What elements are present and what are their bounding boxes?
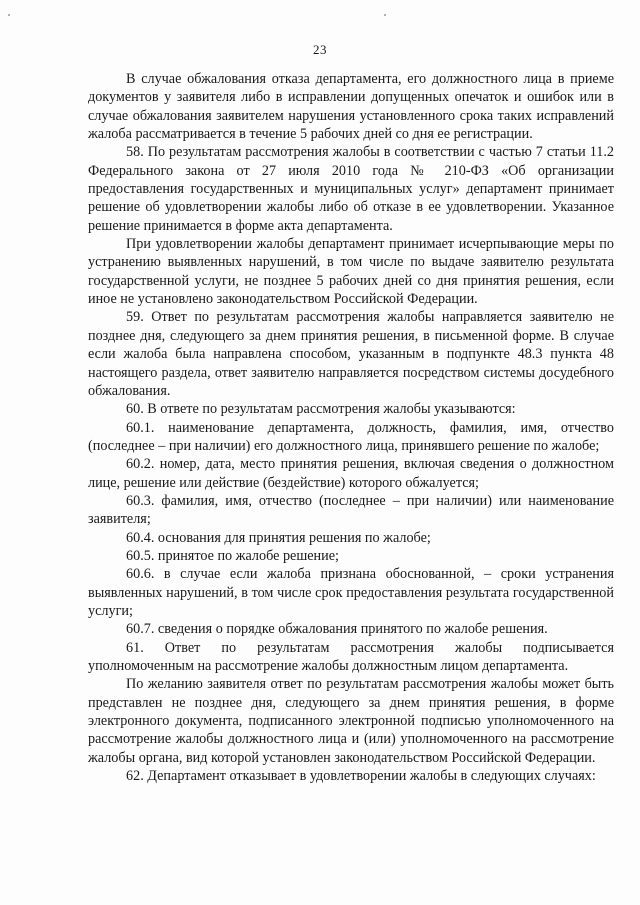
paragraph: 60.7. сведения о порядке обжалования принятого по жалобе решения. <box>126 621 548 638</box>
paragraph: 60.1. наименование департамента, должность, фамилия, имя, отчество (последнее – при наличии) его должностного лица, принявшего решение по жалобе; <box>88 419 614 454</box>
paragraph: 59. Ответ по результатам рассмотрения жалобы направляется заявителю не позднее дня, следующего за днем принятия решения, в письменной форме. В случае если жалоба была направлена способом, указанным в подпункте 48.3 пункта 48 настоящего раздела, ответ заявителю направляется посредством системы досудебного обжалования. <box>88 309 614 399</box>
scan-speck <box>8 14 10 16</box>
paragraph: 60. В ответе по результатам рассмотрения жалобы указываются: <box>126 401 516 418</box>
scan-speck <box>384 14 386 16</box>
paragraph: 58. По результатам рассмотрения жалобы в соответствии с частью 7 статьи 11.2 Федерального закона от 27 июля 2010 года № 210-ФЗ «Об организации предоставления государственных и муниципальных услуг» департамент принимает решение об удовлетворении жалобы либо об отказе в ее удовлетворении. Указанное решение принимается в форме акта департамента. <box>88 144 614 234</box>
paragraph: 60.3. фамилия, имя, отчество (последнее – при наличии) или наименование заявителя; <box>88 492 614 528</box>
document-body <box>88 70 614 785</box>
paragraph: 60.2. номер, дата, место принятия решения, включая сведения о должностном лице, решение или действие (бездействие) которого обжалуется; <box>88 456 614 491</box>
paragraph: 60.5. принятое по жалобе решение; <box>126 547 339 564</box>
paragraph: 62. Департамент отказывает в удовлетворении жалобы в следующих случаях: <box>126 768 596 785</box>
paragraph: 60.6. в случае если жалоба признана обоснованной, – сроки устранения выявленных нарушений, в том числе срок предоставления результата государственной услуги; <box>88 566 614 619</box>
paragraph: 61. Ответ по результатам рассмотрения жалобы подписывается уполномоченным на рассмотрение жалобы должностным лицом департамента. <box>88 639 614 674</box>
paragraph: 60.4. основания для принятия решения по жалобе; <box>126 529 431 546</box>
paragraph: В случае обжалования отказа департамента, его должностного лица в приеме документов у заявителя либо в исправлении допущенных опечаток и ошибок или в случае обжалования заявителем нарушения установленного срока таких исправлений жалоба рассматривается в течение 5 рабочих дней со дня ее регистрации. <box>88 71 614 143</box>
paragraph: При удовлетворении жалобы департамент принимает исчерпывающие меры по устранению выявленных нарушений, в том числе по выдаче заявителю результата государственной услуги, не позднее 5 рабочих дней со дня принятия решения, если иное не установлено законодательством Российской Федерации. <box>88 236 614 308</box>
page-number: 23 <box>313 42 327 57</box>
paragraph: По желанию заявителя ответ по результатам рассмотрения жалобы может быть представлен не позднее дня, следующего за днем принятия решения, в форме электронного документа, подписанного электронной подписью уполномоченного на рассмотрение жалобы должностного лица и (или) уполномоченного на рассмотрение жалобы органа, вид которой установлен законодательством Российской Федерации. <box>88 676 614 766</box>
